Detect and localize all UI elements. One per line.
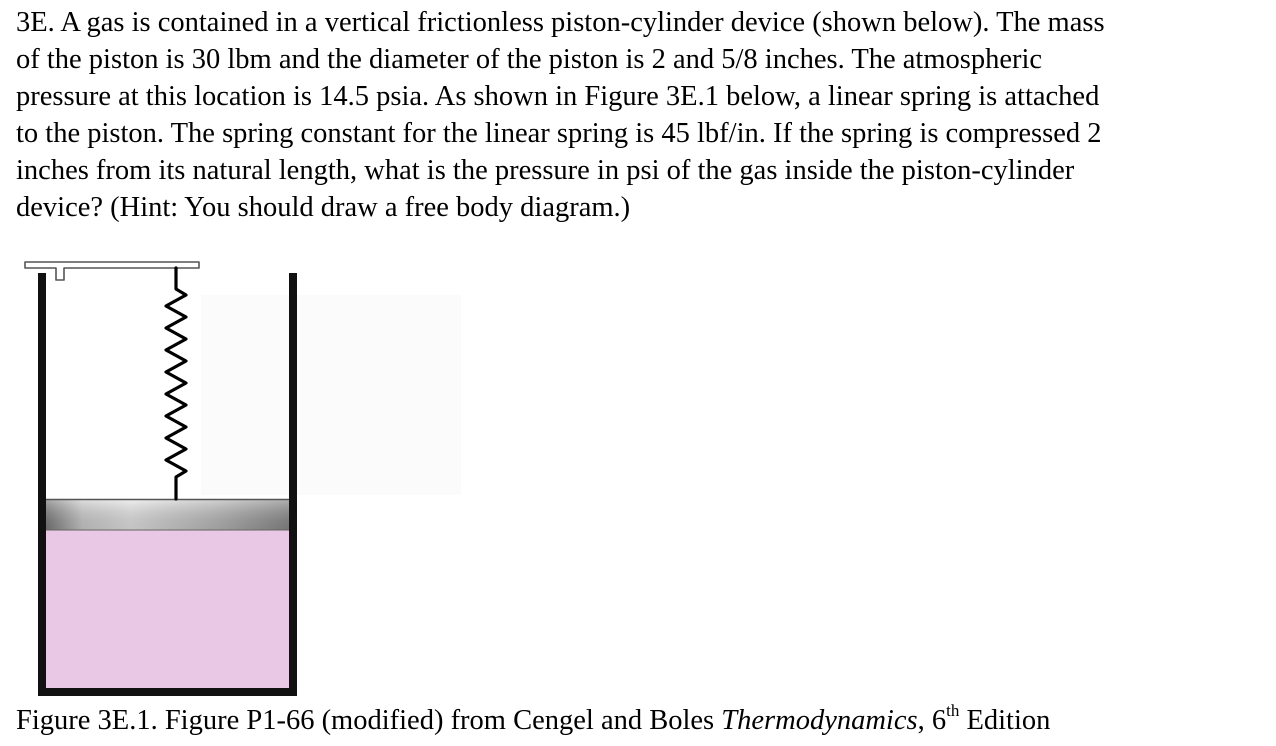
- figure-caption: [16, 702, 1050, 739]
- caption-book-title: Thermodynamics: [721, 705, 918, 736]
- problem-line-6: device? (Hint: You should draw a free body diagram.): [16, 192, 631, 223]
- problem-line-2: of the piston is 30 lbm and the diameter of the piston is 2 and 5/8 inches. The atmospheric: [16, 44, 1043, 75]
- problem-line-5: inches from its natural length, what is the pressure in psi of the gas inside the piston-cylinder: [16, 155, 1075, 186]
- problem-line-1: 3E. A gas is contained in a vertical frictionless piston-cylinder device (shown below). The mass: [16, 7, 1105, 38]
- caption-suffix: Edition: [959, 705, 1051, 736]
- caption-prefix: Figure 3E.1. Figure P1-66 (modified) from Cengel and Boles: [16, 705, 722, 736]
- caption-superscript: th: [946, 700, 960, 720]
- background-panel: [201, 295, 461, 495]
- problem-line-4: to the piston. The spring constant for the linear spring is 45 lbf/in. If the spring is compressed 2: [16, 118, 1102, 149]
- linear-spring: [166, 268, 186, 499]
- gas-region: [46, 530, 289, 688]
- caption-edition-number: , 6: [917, 705, 947, 736]
- problem-statement: [16, 4, 1266, 226]
- problem-line-3: pressure at this location is 14.5 psia. As shown in Figure 3E.1 below, a linear spring is attached: [16, 81, 1100, 112]
- spring-support: [25, 262, 199, 280]
- piston-cylinder-figure: [16, 255, 496, 700]
- piston-cylinder-diagram: [16, 255, 496, 700]
